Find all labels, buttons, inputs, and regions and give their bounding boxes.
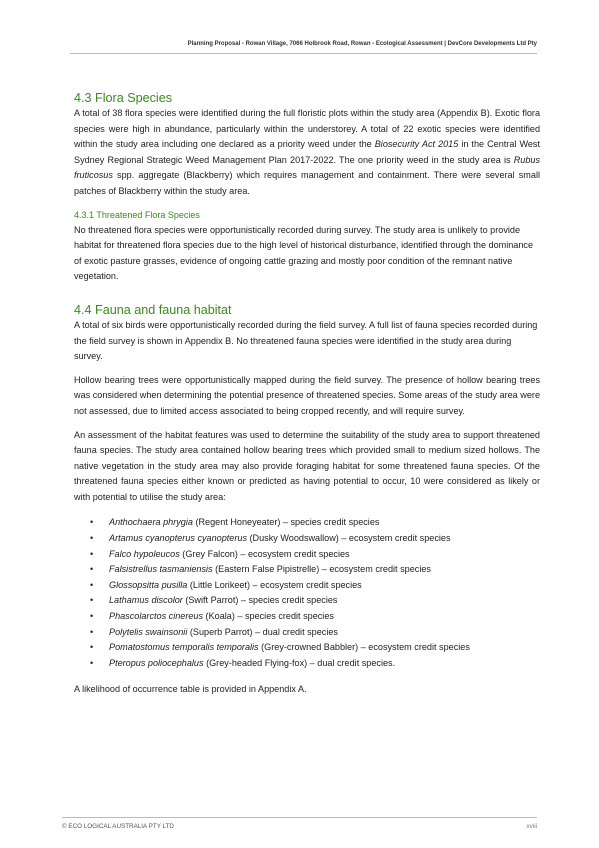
threatened-flora-paragraph: No threatened flora species were opportunistically recorded during survey. The study area is unlikely to provide habitat for threatened flora species due to the high level of historical disturbance, identified through the dominance of exotic pasture grasses, evidence of ongoing cattle grazing and mostly poor condition of the remnant native vegetation. bbox=[74, 224, 534, 282]
species-description: (Grey-crowned Babbler) – ecosystem credit species bbox=[258, 642, 470, 653]
species-description: (Regent Honeyeater) – species credit species bbox=[192, 517, 380, 528]
species-list bbox=[90, 515, 540, 671]
fauna-paragraph-1: A total of six birds were opportunistically recorded during the field survey. A full list of fauna species recorded during the field survey is shown in Appendix B. No threatened fauna species were identified in the study area during survey. bbox=[74, 319, 538, 362]
species-list-item bbox=[90, 609, 540, 625]
species-scientific-name: Artamus cyanopterus cyanopterus bbox=[109, 533, 247, 544]
flora-text-3: spp. aggregate (Blackberry) which requires management and containment. There were several small patches of Blackberry within the study area. bbox=[74, 170, 540, 196]
flora-italic-species: Rubus fruticosus bbox=[74, 154, 540, 181]
fauna-paragraph-2: Hollow bearing trees were opportunistically mapped during the field survey. The presence of hollow bearing trees was considered when determining the potential presence of threatened species. Some areas of the study area were not assessed, due to limited access associated to being cropped recently, and will require survey. bbox=[74, 374, 540, 416]
footer-divider bbox=[62, 817, 537, 818]
page-body bbox=[74, 90, 540, 698]
species-list-item bbox=[90, 593, 540, 609]
species-description: (Superb Parrot) – dual credit species bbox=[187, 626, 338, 637]
species-description: (Dusky Woodswallow) – ecosystem credit species bbox=[247, 533, 451, 544]
species-scientific-name: Pomatostomus temporalis temporalis bbox=[109, 642, 259, 653]
species-list-item bbox=[90, 625, 540, 641]
species-list-item bbox=[90, 640, 540, 656]
species-scientific-name: Phascolarctos cinereus bbox=[109, 611, 204, 622]
species-scientific-name: Polytelis swainsonii bbox=[109, 626, 188, 637]
flora-italic-act: Biosecurity Act 2015 bbox=[374, 139, 459, 150]
flora-text-2: in the Central West Sydney Regional Strategic Weed Management Plan 2017-2022. The one priority weed in the study area is bbox=[74, 139, 540, 165]
fauna-paragraph-4: A likelihood of occurrence table is provided in Appendix A. bbox=[74, 684, 307, 695]
section-heading-fauna: 4.4 Fauna and fauna habitat bbox=[74, 302, 232, 317]
species-list-item bbox=[90, 562, 540, 578]
species-scientific-name: Glossopsitta pusilla bbox=[109, 579, 188, 590]
running-header: Planning Proposal - Rowan Village, 7066 Holbrook Road, Rowan - Ecological Assessment | DevCore Developments Ltd Pty bbox=[187, 41, 537, 47]
flora-paragraph bbox=[74, 106, 540, 200]
section-heading-flora: 4.3 Flora Species bbox=[74, 91, 173, 105]
flora-text-1: A total of 38 flora species were identified during the full floristic plots within the study area (Appendix B). Exotic flora species were high in abundance, particularly within the understorey. A total of 22 exotic species were identified within the study area including one declared as a priority weed under the bbox=[74, 108, 540, 150]
species-list-item bbox=[90, 531, 540, 547]
species-description: (Swift Parrot) – species credit species bbox=[182, 595, 338, 606]
species-scientific-name: Falsistrellus tasmaniensis bbox=[109, 564, 213, 575]
species-list-item bbox=[90, 656, 540, 672]
species-description: (Koala) – species credit species bbox=[203, 611, 334, 622]
species-description: (Eastern False Pipistrelle) – ecosystem credit species bbox=[212, 564, 431, 575]
species-list-item bbox=[90, 578, 540, 594]
species-description: (Grey Falcon) – ecosystem credit species bbox=[179, 548, 350, 559]
species-scientific-name: Falco hypoleucos bbox=[109, 548, 180, 559]
species-description: (Little Lorikeet) – ecosystem credit species bbox=[187, 579, 362, 590]
subsection-heading-threatened-flora: 4.3.1 Threatened Flora Species bbox=[74, 209, 200, 220]
footer-copyright: © ECO LOGICAL AUSTRALIA PTY LTD bbox=[62, 823, 174, 830]
species-list-item bbox=[90, 515, 540, 531]
species-description: (Grey-headed Flying-fox) – dual credit species. bbox=[203, 657, 396, 668]
fauna-paragraph-3: An assessment of the habitat features was used to determine the suitability of the study area to support threatened fauna species. The study area contained hollow bearing trees which provided small to medium sized hollows. The native vegetation in the study area may also provide foraging habitat for some threatened fauna species. Of the threatened fauna species either known or predicted as having potential to occur, 10 were considered as likely or with potential to utilise the study area: bbox=[74, 429, 540, 502]
species-scientific-name: Anthochaera phrygia bbox=[109, 517, 193, 528]
page-number: xviii bbox=[526, 823, 537, 830]
species-scientific-name: Pteropus poliocephalus bbox=[109, 657, 204, 668]
header-divider bbox=[70, 53, 537, 54]
species-scientific-name: Lathamus discolor bbox=[109, 595, 183, 606]
species-list-item bbox=[90, 547, 540, 563]
